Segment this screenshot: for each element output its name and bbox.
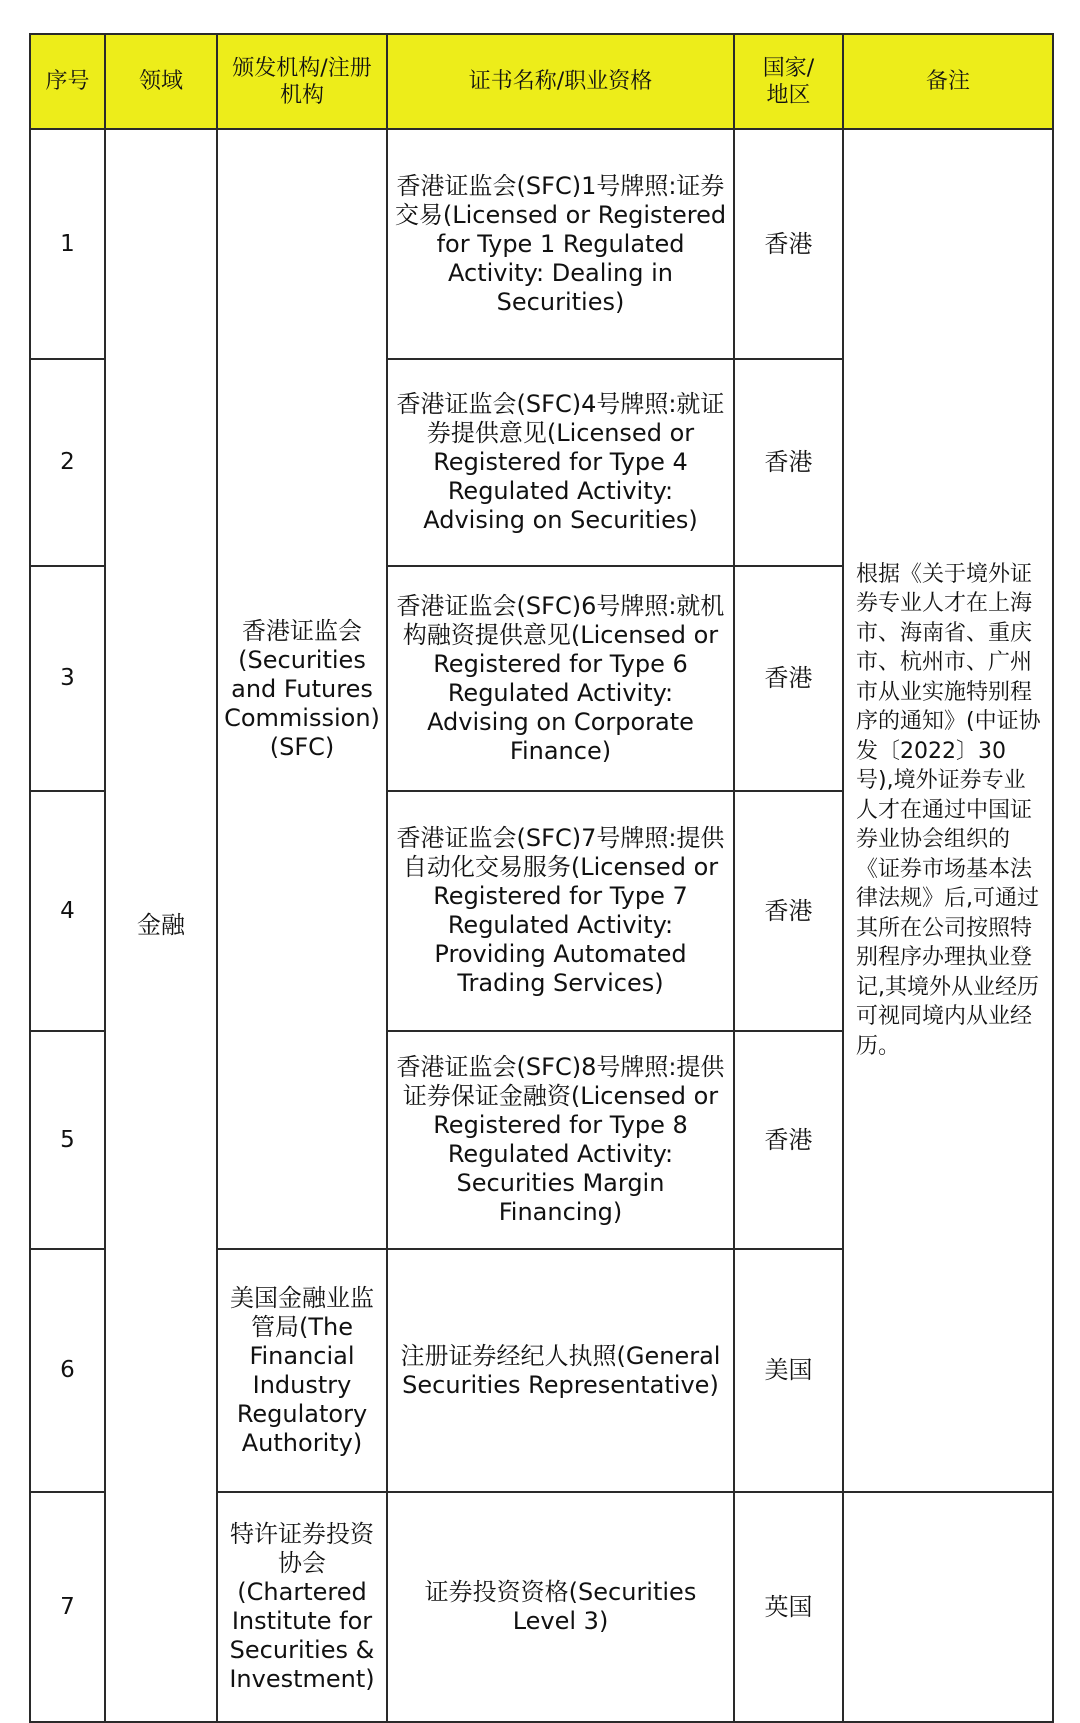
note-cell-empty [843,1492,1053,1722]
row-number: 2 [30,359,105,566]
issuer-cell: 美国金融业监管局(The Financial Industry Regulatory Authority) [217,1249,387,1492]
row-number: 5 [30,1031,105,1249]
cert-cell: 香港证监会(SFC)1号牌照:证券交易(Licensed or Registered for Type 1 Regulated Activity: Dealing in Securities) [387,129,734,359]
header-cert: 证书名称/职业资格 [387,34,734,129]
row-number: 1 [30,129,105,359]
header-note: 备注 [843,34,1053,129]
region-cell: 香港 [734,1031,843,1249]
table-row [30,129,1053,359]
cert-cell: 香港证监会(SFC)6号牌照:就机构融资提供意见(Licensed or Registered for Type 6 Regulated Activity: Advising on Corporate Finance) [387,566,734,791]
certificate-table-wrapper [29,33,1054,1723]
row-number: 7 [30,1492,105,1722]
header-region: 国家/地区 [734,34,843,129]
region-cell: 美国 [734,1249,843,1492]
note-cell: 根据《关于境外证券专业人才在上海市、海南省、重庆市、杭州市、广州市从业实施特别程序的通知》(中证协发〔2022〕30号),境外证券专业人才在通过中国证券业协会组织的《证券市场基本法律法规》后,可通过其所在公司按照特别程序办理执业登记,其境外从业经历可视同境内从业经历。 [843,129,1053,1492]
certificate-table [29,33,1054,1723]
cert-cell: 证券投资资格(Securities Level 3) [387,1492,734,1722]
cert-cell: 香港证监会(SFC)4号牌照:就证券提供意见(Licensed or Registered for Type 4 Regulated Activity: Advising on Securities) [387,359,734,566]
issuer-cell-sfc: 香港证监会(Securities and Futures Commission)(SFC) [217,129,387,1249]
header-row [30,34,1053,129]
cert-cell: 香港证监会(SFC)8号牌照:提供证券保证金融资(Licensed or Registered for Type 8 Regulated Activity: Securities Margin Financing) [387,1031,734,1249]
region-cell: 香港 [734,129,843,359]
region-cell: 香港 [734,566,843,791]
header-no: 序号 [30,34,105,129]
field-cell: 金融 [105,129,217,1722]
issuer-cell: 特许证券投资协会(Chartered Institute for Securities & Investment) [217,1492,387,1722]
row-number: 6 [30,1249,105,1492]
header-field: 领域 [105,34,217,129]
row-number: 4 [30,791,105,1031]
region-cell: 香港 [734,791,843,1031]
cert-cell: 注册证券经纪人执照(General Securities Representative) [387,1249,734,1492]
region-cell: 香港 [734,359,843,566]
header-issuer: 颁发机构/注册机构 [217,34,387,129]
region-cell: 英国 [734,1492,843,1722]
row-number: 3 [30,566,105,791]
cert-cell: 香港证监会(SFC)7号牌照:提供自动化交易服务(Licensed or Registered for Type 7 Regulated Activity: Providing Automated Trading Services) [387,791,734,1031]
